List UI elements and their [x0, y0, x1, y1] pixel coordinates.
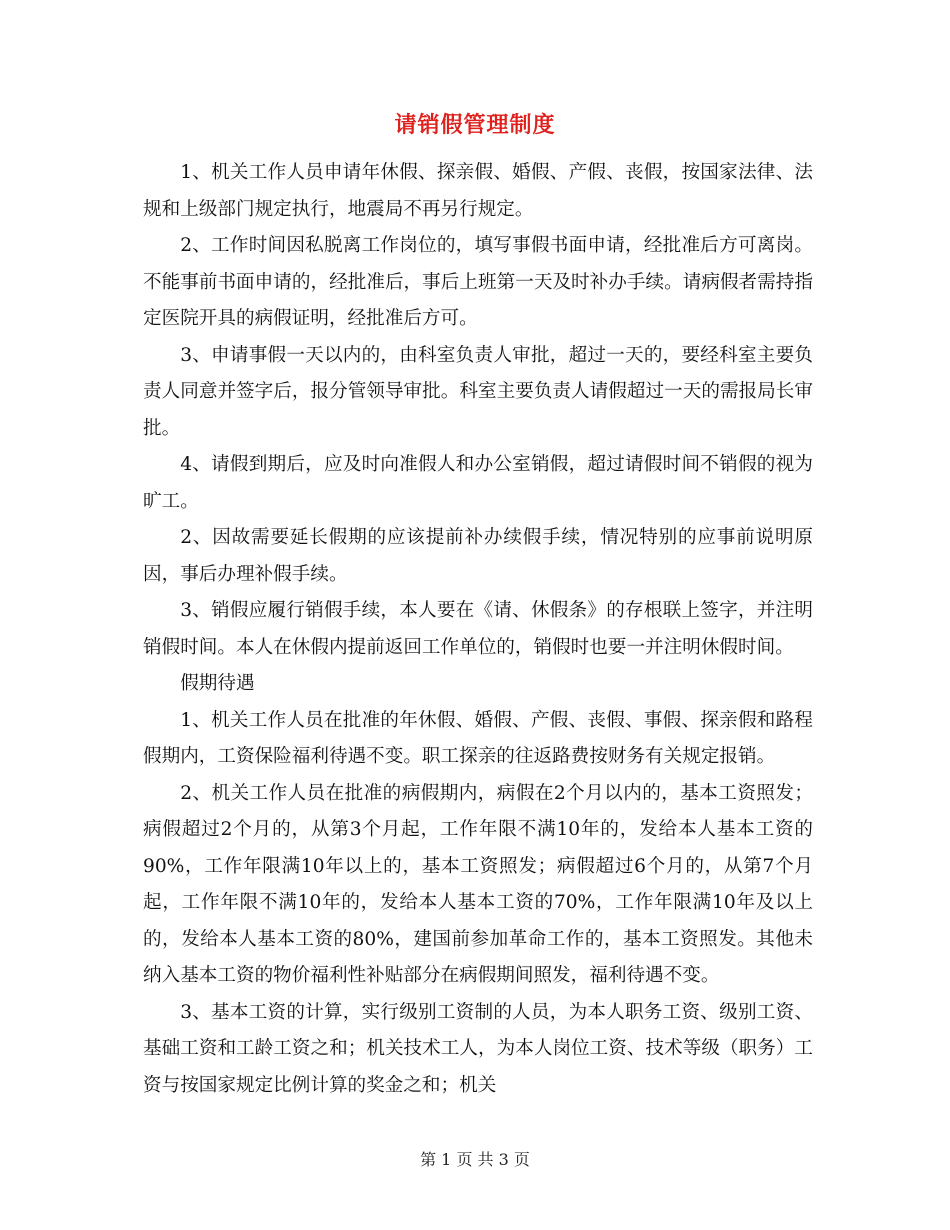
document-title: 请销假管理制度 [394, 112, 556, 138]
paragraph: 1、机关工作人员申请年休假、探亲假、婚假、产假、丧假，按国家法律、法规和上级部门规定执行，地震局不再另行规定。 [143, 162, 813, 220]
page-footer: 第 1 页 共 3 页 [420, 1150, 530, 1169]
paragraph: 3、销假应履行销假手续，本人要在《请、休假条》的存根联上签字，并注明销假时间。本人在休假内提前返回工作单位的，销假时也要一并注明休假时间。 [143, 600, 813, 658]
section-heading: 假期待遇 [180, 673, 255, 694]
paragraph: 3、申请事假一天以内的，由科室负责人审批，超过一天的，要经科室主要负责人同意并签字后，报分管领导审批。科室主要负责人请假超过一天的需报局长审批。 [143, 344, 813, 439]
paragraph: 1、机关工作人员在批准的年休假、婚假、产假、丧假、事假、探亲假和路程假期内，工资保险福利待遇不变。职工探亲的往返路费按财务有关规定报销。 [143, 709, 813, 767]
paragraph: 4、请假到期后，应及时向准假人和办公室销假，超过请假时间不销假的视为旷工。 [143, 454, 813, 512]
paragraph: 3、基本工资的计算，实行级别工资制的人员，为本人职务工资、级别工资、基础工资和工龄工资之和；机关技术工人，为本人岗位工资、技术等级（职务）工资与按国家规定比例计算的奖金之和；机关 [143, 1001, 813, 1096]
paragraph: 2、机关工作人员在批准的病假期内，病假在2个月以内的，基本工资照发；病假超过2个月的，从第3个月起，工作年限不满10年的，发给本人基本工资的90%，工作年限满10年以上的，基本工资照发；病假超过6个月的，从第7个月起，工作年限不满10年的，发给本人基本工资的70%，工作年限满10年及以上的，发给本人基本工资的80%，建国前参加革命工作的，基本工资照发。其他未纳入基本工资的物价福利性补贴部分在病假期间照发，福利待遇不变。 [143, 782, 813, 986]
document-body [143, 155, 813, 1104]
paragraph: 2、因故需要延长假期的应该提前补办续假手续，情况特别的应事前说明原因，事后办理补假手续。 [143, 527, 813, 585]
paragraph: 2、工作时间因私脱离工作岗位的，填写事假书面申请，经批准后方可离岗。不能事前书面申请的，经批准后，事后上班第一天及时补办手续。请病假者需持指定医院开具的病假证明，经批准后方可。 [143, 235, 813, 329]
